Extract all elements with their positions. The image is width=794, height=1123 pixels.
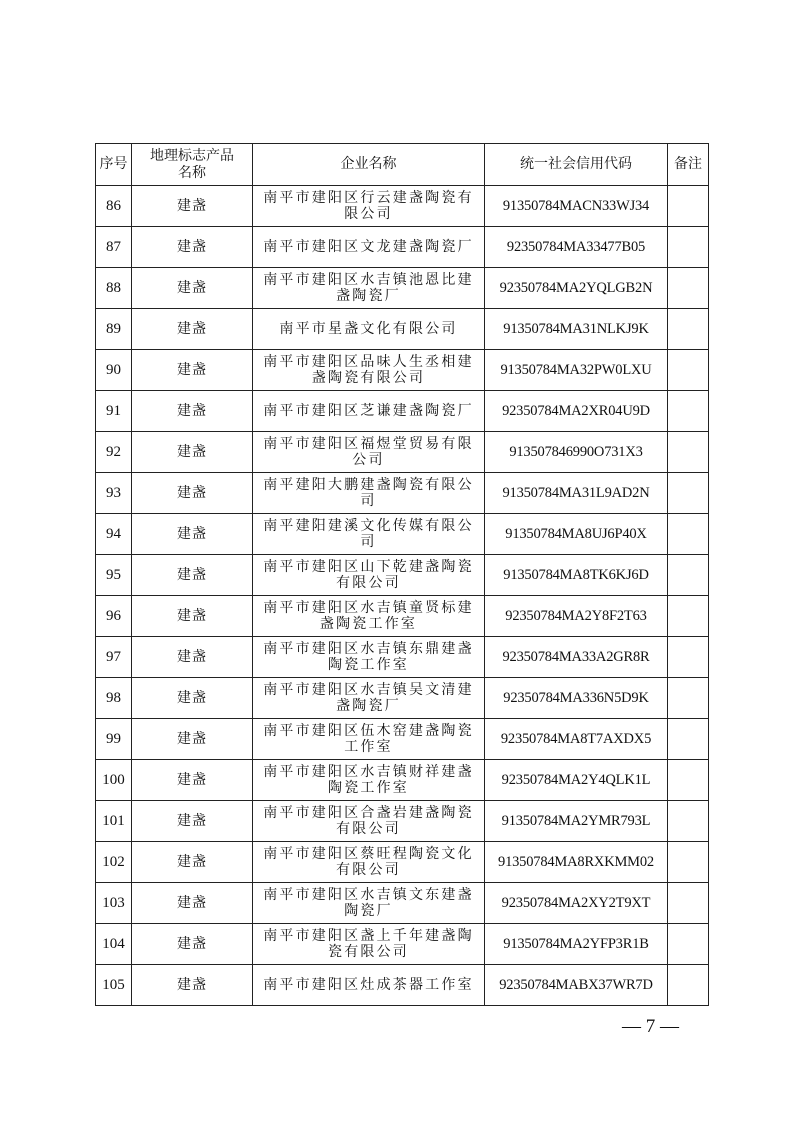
row-remark bbox=[668, 637, 709, 678]
row-remark bbox=[668, 719, 709, 760]
row-index: 87 bbox=[96, 227, 132, 268]
row-company: 南平市建阳区灶成茶器工作室 bbox=[253, 965, 485, 1006]
row-index: 105 bbox=[96, 965, 132, 1006]
row-product: 建盏 bbox=[132, 432, 253, 473]
table-row bbox=[96, 801, 709, 842]
row-index: 99 bbox=[96, 719, 132, 760]
enterprise-table bbox=[95, 143, 709, 1006]
row-remark bbox=[668, 760, 709, 801]
row-company: 南平市建阳区水吉镇吴文清建盏陶瓷厂 bbox=[253, 678, 485, 719]
row-index: 104 bbox=[96, 924, 132, 965]
row-product: 建盏 bbox=[132, 924, 253, 965]
row-index: 96 bbox=[96, 596, 132, 637]
row-product: 建盏 bbox=[132, 227, 253, 268]
row-code: 91350784MACN33WJ34 bbox=[485, 186, 668, 227]
row-remark bbox=[668, 186, 709, 227]
row-company: 南平市建阳区合盏岩建盏陶瓷有限公司 bbox=[253, 801, 485, 842]
row-index: 93 bbox=[96, 473, 132, 514]
table-row bbox=[96, 473, 709, 514]
row-remark bbox=[668, 391, 709, 432]
row-product: 建盏 bbox=[132, 965, 253, 1006]
row-company: 南平建阳大鹏建盏陶瓷有限公司 bbox=[253, 473, 485, 514]
row-product: 建盏 bbox=[132, 637, 253, 678]
row-product: 建盏 bbox=[132, 801, 253, 842]
row-remark bbox=[668, 965, 709, 1006]
row-code: 92350784MA2Y8F2T63 bbox=[485, 596, 668, 637]
row-product: 建盏 bbox=[132, 719, 253, 760]
row-product: 建盏 bbox=[132, 760, 253, 801]
row-code: 92350784MA2Y4QLK1L bbox=[485, 760, 668, 801]
row-remark bbox=[668, 473, 709, 514]
row-remark bbox=[668, 678, 709, 719]
row-index: 91 bbox=[96, 391, 132, 432]
header-product-label: 地理标志产品名称 bbox=[150, 147, 234, 181]
row-remark bbox=[668, 842, 709, 883]
row-code: 92350784MA336N5D9K bbox=[485, 678, 668, 719]
row-product: 建盏 bbox=[132, 555, 253, 596]
row-index: 92 bbox=[96, 432, 132, 473]
row-remark bbox=[668, 883, 709, 924]
row-code: 91350784MA8TK6KJ6D bbox=[485, 555, 668, 596]
row-product: 建盏 bbox=[132, 678, 253, 719]
row-remark bbox=[668, 924, 709, 965]
row-index: 97 bbox=[96, 637, 132, 678]
row-code: 92350784MA8T7AXDX5 bbox=[485, 719, 668, 760]
row-code: 91350784MA8RXKMM02 bbox=[485, 842, 668, 883]
header-index: 序号 bbox=[96, 144, 132, 186]
row-index: 100 bbox=[96, 760, 132, 801]
row-product: 建盏 bbox=[132, 391, 253, 432]
row-company: 南平市建阳区文龙建盏陶瓷厂 bbox=[253, 227, 485, 268]
row-code: 91350784MA8UJ6P40X bbox=[485, 514, 668, 555]
row-company: 南平市建阳区山下乾建盏陶瓷有限公司 bbox=[253, 555, 485, 596]
row-company: 南平市建阳区芝谦建盏陶瓷厂 bbox=[253, 391, 485, 432]
table-row bbox=[96, 309, 709, 350]
row-remark bbox=[668, 227, 709, 268]
row-company: 南平建阳建溪文化传媒有限公司 bbox=[253, 514, 485, 555]
table-row bbox=[96, 555, 709, 596]
row-company: 南平市建阳区盏上千年建盏陶瓷有限公司 bbox=[253, 924, 485, 965]
row-index: 98 bbox=[96, 678, 132, 719]
row-company: 南平市建阳区伍木窑建盏陶瓷工作室 bbox=[253, 719, 485, 760]
row-product: 建盏 bbox=[132, 883, 253, 924]
row-index: 86 bbox=[96, 186, 132, 227]
row-company: 南平市建阳区水吉镇文东建盏陶瓷厂 bbox=[253, 883, 485, 924]
row-code: 92350784MA2XY2T9XT bbox=[485, 883, 668, 924]
row-code: 913507846990O731X3 bbox=[485, 432, 668, 473]
row-product: 建盏 bbox=[132, 350, 253, 391]
header-company: 企业名称 bbox=[253, 144, 485, 186]
table-header-row bbox=[96, 144, 709, 186]
table-row bbox=[96, 678, 709, 719]
row-index: 89 bbox=[96, 309, 132, 350]
row-remark bbox=[668, 268, 709, 309]
table-row bbox=[96, 350, 709, 391]
row-product: 建盏 bbox=[132, 309, 253, 350]
header-code: 统一社会信用代码 bbox=[485, 144, 668, 186]
table-row bbox=[96, 965, 709, 1006]
table-row bbox=[96, 842, 709, 883]
row-code: 91350784MA2YFP3R1B bbox=[485, 924, 668, 965]
table-row bbox=[96, 432, 709, 473]
table-row bbox=[96, 883, 709, 924]
table-row bbox=[96, 719, 709, 760]
row-index: 102 bbox=[96, 842, 132, 883]
row-company: 南平市建阳区水吉镇东鼎建盏陶瓷工作室 bbox=[253, 637, 485, 678]
table-row bbox=[96, 268, 709, 309]
row-index: 101 bbox=[96, 801, 132, 842]
row-code: 92350784MABX37WR7D bbox=[485, 965, 668, 1006]
row-remark bbox=[668, 596, 709, 637]
table-row bbox=[96, 596, 709, 637]
row-index: 103 bbox=[96, 883, 132, 924]
row-product: 建盏 bbox=[132, 842, 253, 883]
row-remark bbox=[668, 432, 709, 473]
header-product bbox=[132, 144, 253, 186]
row-index: 95 bbox=[96, 555, 132, 596]
row-product: 建盏 bbox=[132, 268, 253, 309]
row-code: 91350784MA2YMR793L bbox=[485, 801, 668, 842]
row-company: 南平市建阳区蔡旺程陶瓷文化有限公司 bbox=[253, 842, 485, 883]
row-remark bbox=[668, 350, 709, 391]
table-row bbox=[96, 186, 709, 227]
row-product: 建盏 bbox=[132, 186, 253, 227]
row-company: 南平市建阳区行云建盏陶瓷有限公司 bbox=[253, 186, 485, 227]
row-index: 94 bbox=[96, 514, 132, 555]
row-code: 92350784MA2XR04U9D bbox=[485, 391, 668, 432]
row-company: 南平市建阳区水吉镇池恩比建盏陶瓷厂 bbox=[253, 268, 485, 309]
row-remark bbox=[668, 555, 709, 596]
row-remark bbox=[668, 514, 709, 555]
row-company: 南平市建阳区品味人生丞相建盏陶瓷有限公司 bbox=[253, 350, 485, 391]
table-row bbox=[96, 227, 709, 268]
page-number: — 7 — bbox=[622, 1016, 679, 1037]
row-company: 南平市建阳区水吉镇财祥建盏陶瓷工作室 bbox=[253, 760, 485, 801]
row-index: 88 bbox=[96, 268, 132, 309]
table-row bbox=[96, 514, 709, 555]
row-company: 南平市星盏文化有限公司 bbox=[253, 309, 485, 350]
row-product: 建盏 bbox=[132, 514, 253, 555]
row-index: 90 bbox=[96, 350, 132, 391]
table-row bbox=[96, 760, 709, 801]
row-code: 92350784MA33477B05 bbox=[485, 227, 668, 268]
row-company: 南平市建阳区水吉镇童贤标建盏陶瓷工作室 bbox=[253, 596, 485, 637]
row-product: 建盏 bbox=[132, 473, 253, 514]
table-row bbox=[96, 637, 709, 678]
table-row bbox=[96, 924, 709, 965]
table-row bbox=[96, 391, 709, 432]
header-remark: 备注 bbox=[668, 144, 709, 186]
row-company: 南平市建阳区福煜堂贸易有限公司 bbox=[253, 432, 485, 473]
row-code: 91350784MA32PW0LXU bbox=[485, 350, 668, 391]
row-product: 建盏 bbox=[132, 596, 253, 637]
row-remark bbox=[668, 801, 709, 842]
row-code: 92350784MA33A2GR8R bbox=[485, 637, 668, 678]
row-code: 91350784MA31L9AD2N bbox=[485, 473, 668, 514]
row-remark bbox=[668, 309, 709, 350]
row-code: 92350784MA2YQLGB2N bbox=[485, 268, 668, 309]
row-code: 91350784MA31NLKJ9K bbox=[485, 309, 668, 350]
